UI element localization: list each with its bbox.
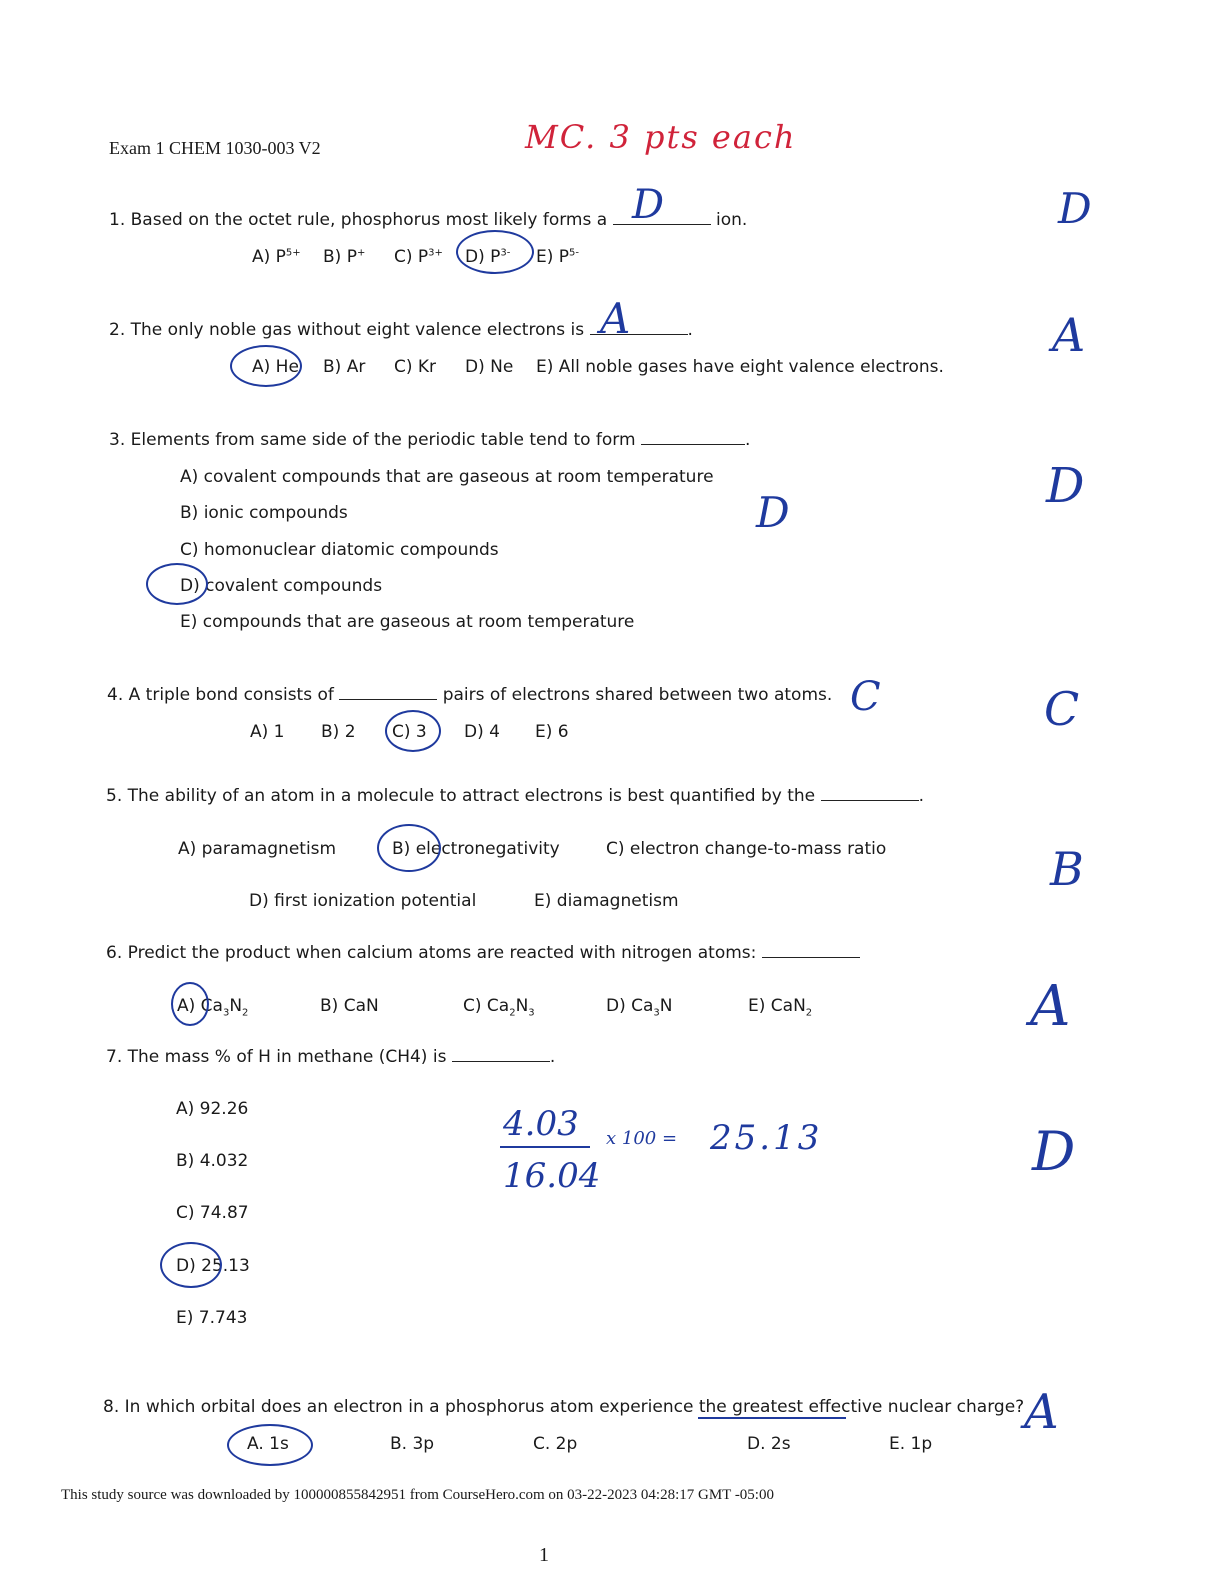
question-7 (106, 1047, 555, 1067)
grading-note: MC. 3 pts each (525, 118, 797, 156)
option-a: A) covalent compounds that are gaseous at room temperature (180, 467, 714, 487)
option-b: B) electronegativity (392, 839, 560, 859)
answer-circle (377, 824, 441, 872)
option-a: A) 1 (250, 722, 285, 742)
question-number: 3. (109, 430, 126, 450)
question-number: 1. (109, 210, 126, 230)
margin-answer: A (1052, 308, 1086, 362)
option-d: D) Ne (465, 357, 514, 377)
option-c: C) 74.87 (176, 1203, 249, 1223)
margin-answer: B (1050, 842, 1084, 896)
option-d: D) covalent compounds (180, 576, 383, 596)
question-number: 2. (109, 320, 126, 340)
hand-underline (698, 1417, 846, 1419)
question-6 (106, 943, 860, 963)
option-c: C) 3 (392, 722, 427, 742)
option-d: D) 4 (464, 722, 500, 742)
option-d: D) $Ca_3N$ (606, 996, 673, 1019)
option-c: C. 2p (533, 1434, 578, 1454)
question-number: 5. (106, 786, 123, 806)
answer-circle (146, 563, 208, 605)
question-text: In which orbital does an electron in a phosphorus atom experience the (124, 1397, 727, 1417)
option-d: D. 2s (747, 1434, 791, 1454)
question-suffix: pairs of electrons shared between two atoms. (442, 685, 833, 705)
fraction-bar (500, 1146, 590, 1148)
question-text: The only noble gas without eight valence electrons is (130, 320, 585, 340)
option-b: B) 2 (321, 722, 356, 742)
question-text: The mass % of H in methane (CH4) is (127, 1047, 447, 1067)
question-suffix: ion. (715, 210, 748, 230)
option-c: C) electron change-to-mass ratio (606, 839, 887, 859)
question-suffix: . (744, 430, 751, 450)
option-a: A) $P^{5+}$ (252, 247, 301, 267)
option-c: C) $P^{3+}$ (394, 247, 443, 267)
question-text-end: nuclear charge? (887, 1397, 1025, 1417)
work-result: 25.13 (710, 1118, 823, 1158)
source-footer: This study source was downloaded by 100000855842951 from CourseHero.com on 03-22-2023 04:28:17 GMT -05:00 (61, 1487, 774, 1503)
margin-answer: D (1032, 1120, 1076, 1183)
option-e: E) compounds that are gaseous at room temperature (180, 612, 635, 632)
question-number: 4. (107, 685, 124, 705)
option-e: E. 1p (889, 1434, 933, 1454)
option-b: B) P+ (323, 247, 366, 267)
work-multiply: x 100 = (606, 1128, 678, 1149)
blank-answer: A (600, 294, 631, 343)
question-number: 7. (106, 1047, 123, 1067)
question-number: 8. (103, 1397, 120, 1417)
answer-circle (171, 982, 209, 1026)
question-8 (103, 1397, 1024, 1417)
margin-answer: A (1030, 974, 1071, 1039)
option-c: C) $Ca_2N_3$ (463, 996, 535, 1019)
question-3 (109, 430, 750, 450)
question-text: Elements from same side of the periodic table tend to form (130, 430, 636, 450)
option-e: E) $P^{5-}$ (536, 247, 580, 267)
answer-circle (456, 230, 534, 274)
work-numerator: 4.03 (503, 1104, 579, 1144)
underlined-text: greatest effective (732, 1397, 883, 1417)
question-suffix: . (687, 320, 693, 340)
option-a: A) paramagnetism (178, 839, 337, 859)
option-b: B) Ar (323, 357, 366, 377)
option-e: E) 7.743 (176, 1308, 248, 1328)
question-text: The ability of an atom in a molecule to attract electrons is best quantified by the (127, 786, 816, 806)
option-a: A) $Ca_3N_2$ (177, 996, 249, 1019)
option-b: B) ionic compounds (180, 503, 348, 523)
side-answer: C (850, 674, 881, 720)
margin-answer: D (1046, 458, 1085, 514)
answer-circle (227, 1424, 313, 1466)
option-a: A) He (252, 357, 299, 377)
side-answer: D (756, 488, 790, 537)
question-text: A triple bond consists of (128, 685, 334, 705)
answer-circle (385, 710, 441, 752)
option-b: B. 3p (390, 1434, 435, 1454)
exam-title: Exam 1 CHEM 1030-003 V2 (109, 138, 321, 158)
question-4 (107, 685, 832, 705)
margin-answer: C (1044, 682, 1080, 736)
work-denominator: 16.04 (503, 1156, 601, 1196)
option-d: D) 25.13 (176, 1256, 250, 1276)
question-number: 6. (106, 943, 123, 963)
question-text: Based on the octet rule, phosphorus most likely forms a (130, 210, 608, 230)
answer-circle (230, 345, 302, 387)
option-e: E) All noble gases have eight valence electrons. (536, 357, 944, 377)
option-e: E) CaN$_2$ (748, 996, 813, 1019)
option-e: E) 6 (535, 722, 569, 742)
blank-answer: D (632, 182, 665, 228)
option-a: A) 92.26 (176, 1099, 249, 1119)
option-b: B) CaN (320, 996, 379, 1016)
question-5 (106, 786, 924, 806)
question-text: Predict the product when calcium atoms are reacted with nitrogen atoms: (127, 943, 757, 963)
answer-circle (160, 1242, 222, 1288)
question-suffix: . (918, 786, 924, 806)
option-c: C) Kr (394, 357, 437, 377)
option-c: C) homonuclear diatomic compounds (180, 540, 499, 560)
option-b: B) 4.032 (176, 1151, 249, 1171)
question-suffix: . (549, 1047, 556, 1067)
margin-answer: A (1024, 1384, 1059, 1440)
option-d: D) first ionization potential (249, 891, 477, 911)
page-number: 1 (539, 1544, 549, 1566)
option-d: D) $P^{3-}$ (465, 247, 511, 267)
option-e: E) diamagnetism (534, 891, 679, 911)
option-a: A. 1s (247, 1434, 289, 1454)
margin-answer: D (1058, 184, 1092, 233)
